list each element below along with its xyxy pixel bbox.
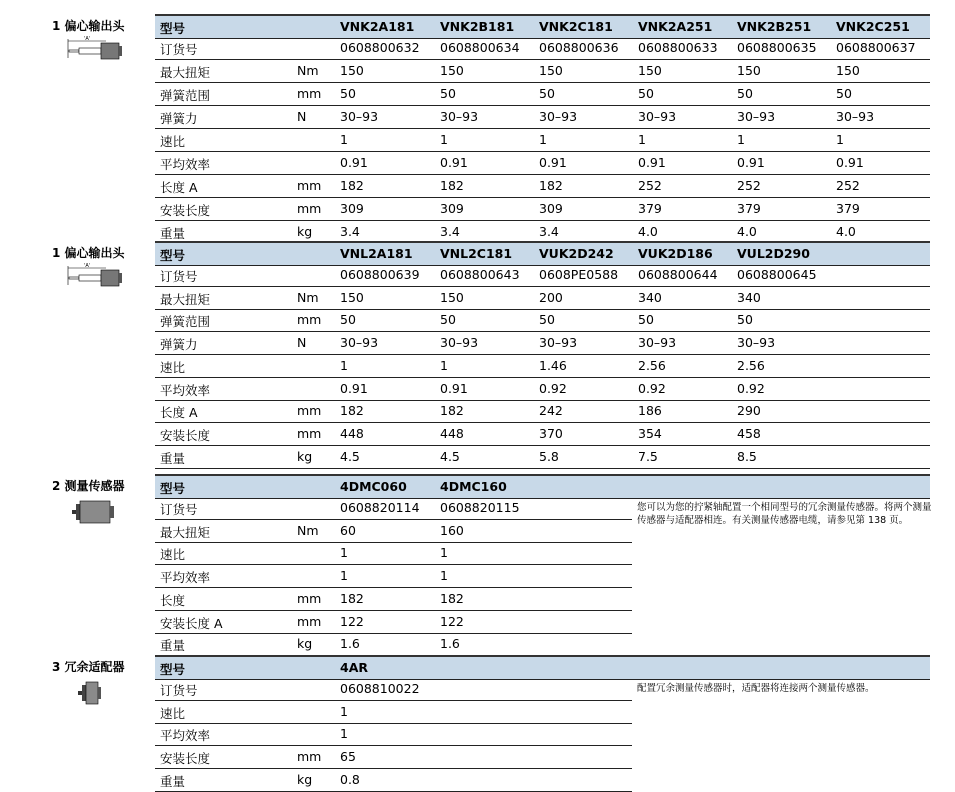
table-row [155, 309, 930, 332]
cell-value: 30–93 [440, 109, 479, 124]
table-row [155, 106, 930, 129]
row-unit: mm [297, 749, 322, 764]
cell-value: 1 [539, 132, 547, 147]
cell-value: 65 [340, 749, 356, 764]
cell-value: 0.91 [440, 381, 468, 396]
row-unit: mm [297, 426, 322, 441]
table-row [155, 152, 930, 175]
row-unit: Nm [297, 523, 319, 538]
cell-value: 150 [340, 290, 364, 305]
row-unit: mm [297, 201, 322, 216]
cell-value: 3.4 [440, 224, 460, 239]
table-row [155, 565, 632, 588]
cell-value: 50 [638, 86, 654, 101]
model-name: 4DMC060 [340, 479, 407, 494]
table-row [155, 542, 632, 565]
cell-value: 1 [836, 132, 844, 147]
cell-value: 150 [440, 290, 464, 305]
cell-value: 30–93 [340, 335, 379, 350]
row-unit: N [297, 335, 307, 350]
cell-value: 150 [737, 63, 761, 78]
sensor-icon [66, 496, 126, 526]
cell-value: 30–93 [638, 109, 677, 124]
table-row [155, 378, 930, 401]
row-label: 弹簧范围 [160, 88, 211, 103]
cell-value: 186 [638, 403, 662, 418]
cell-value: 182 [440, 178, 464, 193]
table-row [155, 588, 632, 611]
row-label: 弹簧力 [160, 111, 198, 126]
cell-value: 0.92 [638, 381, 666, 396]
row-label: 弹簧范围 [160, 314, 211, 329]
cell-value: 379 [836, 201, 860, 216]
cell-value: 150 [836, 63, 860, 78]
row-label: 安装长度 A [160, 616, 223, 631]
cell-value: 0608800632 [340, 40, 420, 55]
row-label: 重量 [160, 638, 186, 653]
table-row [155, 633, 632, 656]
row-unit: mm [297, 614, 322, 629]
cell-value: 0.91 [737, 155, 765, 170]
model-name: VNK2B251 [737, 19, 812, 34]
cell-value: 50 [539, 312, 555, 327]
row-label: 重量 [160, 451, 186, 466]
model-name: VNL2C181 [440, 246, 513, 261]
row-label: 订货号 [160, 683, 198, 698]
section-title: 1 偏心输出头 [52, 19, 125, 33]
row-unit: mm [297, 591, 322, 606]
cell-value: 0608PE0588 [539, 267, 619, 282]
section-title: 2 测量传感器 [52, 479, 125, 493]
cell-value: 122 [340, 614, 364, 629]
cell-value: 1 [340, 726, 348, 741]
header-label: 型号 [160, 248, 186, 263]
cell-value: 7.5 [638, 449, 658, 464]
model-name: VNL2A181 [340, 246, 413, 261]
row-label: 最大扭矩 [160, 65, 211, 80]
cell-value: 0.92 [539, 381, 567, 396]
cell-value: 379 [638, 201, 662, 216]
section-title: 3 冗余适配器 [52, 660, 125, 674]
cell-value: 0608800639 [340, 267, 420, 282]
cell-value: 182 [440, 591, 464, 606]
row-unit: kg [297, 636, 313, 651]
table-row [155, 129, 930, 152]
cell-value: 160 [440, 523, 464, 538]
table-header-row [155, 241, 930, 266]
cell-value: 1 [440, 568, 448, 583]
cell-value: 2.56 [737, 358, 765, 373]
cell-value: 150 [340, 63, 364, 78]
row-label: 安装长度 [160, 751, 211, 766]
row-unit: mm [297, 86, 322, 101]
cell-value: 290 [737, 403, 761, 418]
cell-value: 50 [737, 86, 753, 101]
row-label: 速比 [160, 134, 186, 149]
row-unit: mm [297, 178, 322, 193]
row-unit: mm [297, 403, 322, 418]
cell-value: 50 [539, 86, 555, 101]
cell-value: 4.0 [638, 224, 658, 239]
row-unit: Nm [297, 63, 319, 78]
cell-value: 448 [340, 426, 364, 441]
row-label: 订货号 [160, 502, 198, 517]
table-row [155, 60, 930, 83]
eccentric-head-diagram-icon [66, 263, 126, 289]
table-row [155, 175, 930, 198]
cell-value: 1.6 [340, 636, 360, 651]
eccentric-head-diagram-icon [66, 36, 126, 62]
cell-value: 5.8 [539, 449, 559, 464]
table-row [155, 446, 930, 469]
cell-value: 0608800645 [737, 267, 817, 282]
header-label: 型号 [160, 662, 186, 677]
cell-value: 3.4 [340, 224, 360, 239]
cell-value: 30–93 [836, 109, 875, 124]
table-row [155, 611, 632, 634]
row-unit: mm [297, 312, 322, 327]
table-header-row [155, 14, 930, 39]
cell-value: 1 [737, 132, 745, 147]
cell-value: 0.91 [638, 155, 666, 170]
cell-value: 0608820115 [440, 500, 520, 515]
cell-value: 458 [737, 426, 761, 441]
adapter-note: 配置冗余测量传感器时，适配器将连接两个测量传感器。 [637, 683, 875, 694]
row-label: 最大扭矩 [160, 292, 211, 307]
cell-value: 30–93 [440, 335, 479, 350]
model-name: 4DMC160 [440, 479, 507, 494]
row-label: 订货号 [160, 269, 198, 284]
row-label: 平均效率 [160, 570, 211, 585]
table-row [155, 355, 930, 378]
cell-value: 340 [737, 290, 761, 305]
cell-value: 252 [638, 178, 662, 193]
cell-value: 122 [440, 614, 464, 629]
table-row [155, 37, 930, 60]
cell-value: 0608820114 [340, 500, 420, 515]
cell-value: 0.91 [440, 155, 468, 170]
row-label: 长度 A [160, 180, 198, 195]
cell-value: 0.8 [340, 772, 360, 787]
model-name: VUK2D242 [539, 246, 614, 261]
cell-value: 182 [340, 591, 364, 606]
cell-value: 1 [340, 132, 348, 147]
cell-value: 354 [638, 426, 662, 441]
row-label: 速比 [160, 547, 186, 562]
table-row [155, 83, 930, 106]
row-unit: kg [297, 224, 313, 239]
row-label: 长度 [160, 593, 186, 608]
cell-value: 340 [638, 290, 662, 305]
cell-value: 0.91 [340, 381, 368, 396]
model-name: VNK2B181 [440, 19, 515, 34]
cell-value: 0.91 [836, 155, 864, 170]
cell-value: 60 [340, 523, 356, 538]
row-label: 速比 [160, 706, 186, 721]
cell-value: 4.0 [737, 224, 757, 239]
table-row [155, 678, 632, 701]
cell-value: 1 [340, 568, 348, 583]
row-label: 重量 [160, 774, 186, 789]
sensor-note: 您可以为您的拧紧轴配置一个相同型号的冗余测量传感器。将两个测量传感器与适配器相连。有关测量传感器电缆，请参见第 138 页。 [637, 502, 932, 526]
cell-value: 1 [340, 545, 348, 560]
cell-value: 0608800644 [638, 267, 718, 282]
row-unit: kg [297, 449, 313, 464]
cell-value: 50 [440, 312, 456, 327]
cell-value: 448 [440, 426, 464, 441]
table-row [155, 423, 930, 446]
cell-value: 0608810022 [340, 681, 420, 696]
cell-value: 0.92 [737, 381, 765, 396]
cell-value: 0608800635 [737, 40, 817, 55]
table-header-row [155, 655, 930, 680]
cell-value: 4.5 [340, 449, 360, 464]
model-name: VUK2D186 [638, 246, 713, 261]
cell-value: 150 [440, 63, 464, 78]
cell-value: 1 [440, 132, 448, 147]
cell-value: 1 [340, 358, 348, 373]
cell-value: 8.5 [737, 449, 757, 464]
cell-value: 50 [340, 86, 356, 101]
cell-value: 370 [539, 426, 563, 441]
cell-value: 0.91 [340, 155, 368, 170]
model-name: 4AR [340, 660, 368, 675]
row-unit: N [297, 109, 307, 124]
row-label: 平均效率 [160, 383, 211, 398]
cell-value: 182 [340, 178, 364, 193]
cell-value: 1 [638, 132, 646, 147]
model-name: VNK2C181 [539, 19, 613, 34]
row-label: 平均效率 [160, 157, 211, 172]
table-header-row [155, 474, 930, 499]
cell-value: 309 [440, 201, 464, 216]
cell-value: 182 [440, 403, 464, 418]
cell-value: 3.4 [539, 224, 559, 239]
cell-value: 252 [836, 178, 860, 193]
row-unit: kg [297, 772, 313, 787]
cell-value: 1.6 [440, 636, 460, 651]
table-row [155, 287, 930, 310]
cell-value: 50 [340, 312, 356, 327]
cell-value: 2.56 [638, 358, 666, 373]
cell-value: 0608800633 [638, 40, 718, 55]
cell-value: 30–93 [638, 335, 677, 350]
row-label: 安装长度 [160, 203, 211, 218]
cell-value: 242 [539, 403, 563, 418]
cell-value: 4.0 [836, 224, 856, 239]
cell-value: 309 [340, 201, 364, 216]
cell-value: 200 [539, 290, 563, 305]
cell-value: 30–93 [737, 335, 776, 350]
adapter-icon [66, 677, 126, 707]
row-label: 订货号 [160, 42, 198, 57]
row-label: 安装长度 [160, 428, 211, 443]
row-label: 最大扭矩 [160, 525, 211, 540]
cell-value: 50 [440, 86, 456, 101]
cell-value: 30–93 [539, 109, 578, 124]
table-row [155, 497, 632, 520]
table-row [155, 332, 930, 355]
cell-value: 0.91 [539, 155, 567, 170]
model-name: VUL2D290 [737, 246, 810, 261]
cell-value: 4.5 [440, 449, 460, 464]
cell-value: 379 [737, 201, 761, 216]
cell-value: 0608800637 [836, 40, 916, 55]
cell-value: 1.46 [539, 358, 567, 373]
table-row [155, 746, 632, 769]
cell-value: 309 [539, 201, 563, 216]
cell-value: 50 [836, 86, 852, 101]
row-label: 速比 [160, 360, 186, 375]
cell-value: 30–93 [539, 335, 578, 350]
dimension-label: 'A' [84, 36, 91, 42]
cell-value: 150 [539, 63, 563, 78]
cell-value: 0608800636 [539, 40, 619, 55]
cell-value: 0608800634 [440, 40, 520, 55]
table-row [155, 723, 632, 746]
cell-value: 182 [340, 403, 364, 418]
table-row [155, 701, 632, 724]
cell-value: 1 [340, 704, 348, 719]
cell-value: 1 [440, 545, 448, 560]
cell-value: 30–93 [737, 109, 776, 124]
row-label: 重量 [160, 226, 186, 241]
section-title: 1 偏心输出头 [52, 246, 125, 260]
cell-value: 50 [638, 312, 654, 327]
table-row [155, 264, 930, 287]
row-label: 弹簧力 [160, 337, 198, 352]
header-label: 型号 [160, 21, 186, 36]
cell-value: 182 [539, 178, 563, 193]
cell-value: 252 [737, 178, 761, 193]
model-name: VNK2A251 [638, 19, 713, 34]
cell-value: 0608800643 [440, 267, 520, 282]
cell-value: 1 [440, 358, 448, 373]
cell-value: 150 [638, 63, 662, 78]
table-row [155, 400, 930, 423]
table-row [155, 198, 930, 221]
row-label: 长度 A [160, 405, 198, 420]
row-unit: Nm [297, 290, 319, 305]
model-name: VNK2C251 [836, 19, 910, 34]
cell-value: 50 [737, 312, 753, 327]
row-label: 平均效率 [160, 728, 211, 743]
model-name: VNK2A181 [340, 19, 415, 34]
cell-value: 30–93 [340, 109, 379, 124]
dimension-label: 'A' [84, 263, 91, 269]
header-label: 型号 [160, 481, 186, 496]
table-row [155, 520, 632, 543]
